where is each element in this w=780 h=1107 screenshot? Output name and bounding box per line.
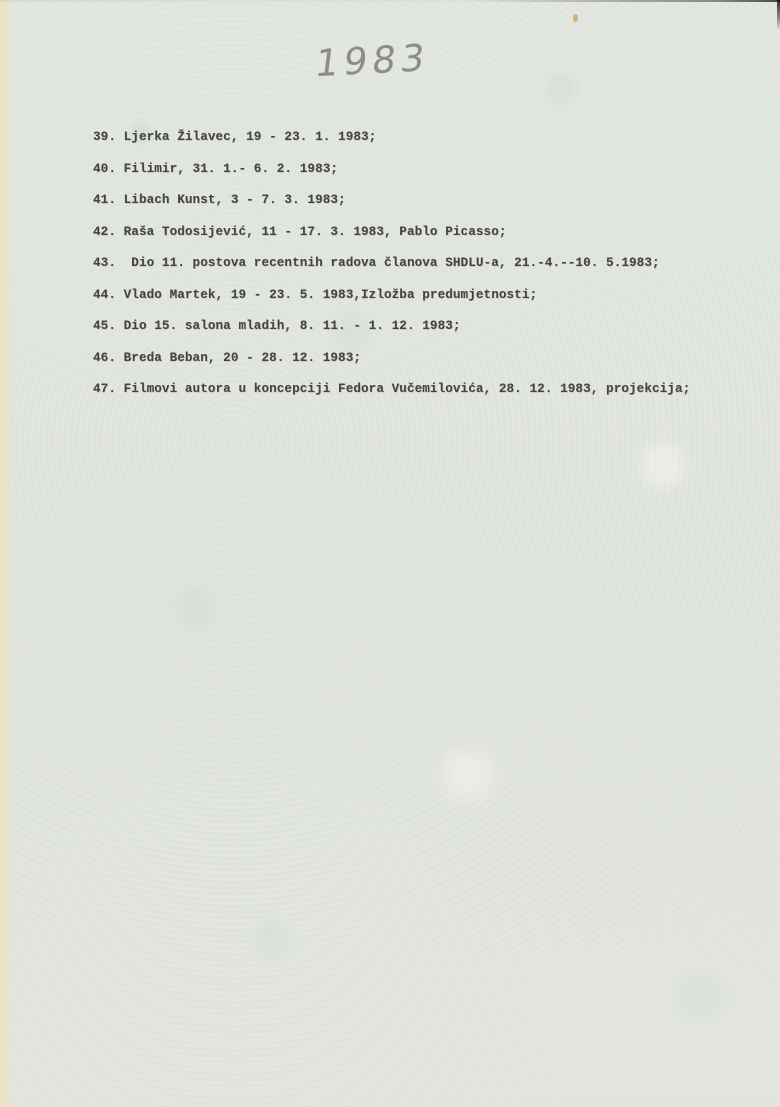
exhibition-entry-45: 45. Dio 15. salona mladih, 8. 11. - 1. 12. 1983; (93, 319, 461, 333)
exhibition-entry-40: 40. Filimir, 31. 1.- 6. 2. 1983; (93, 161, 339, 176)
handwritten-year-annotation: 1983 (312, 36, 433, 86)
exhibition-entry-47: 47. Filmovi autora u koncepciji Fedora Vučemilovića, 28. 12. 1983, projekcija; (93, 382, 691, 396)
exhibition-entry-39: 39. Ljerka Žilavec, 19 - 23. 1. 1983; (93, 130, 377, 144)
exhibition-entry-46: 46. Breda Beban, 20 - 28. 12. 1983; (93, 350, 362, 365)
paper-bottom-edge (0, 1099, 780, 1107)
paper-stain-speck (573, 14, 578, 22)
exhibition-entry-43: 43. Dio 11. postova recentnih radova članova SHDLU-a, 21.-4.--10. 5.1983; (93, 256, 660, 270)
paper-left-edge (0, 0, 14, 1107)
exhibition-entry-44: 44. Vlado Martek, 19 - 23. 5. 1983,Izložba predumjetnosti; (93, 287, 538, 302)
exhibition-list (93, 122, 753, 406)
paper-top-edge (0, 0, 780, 2)
exhibition-entry-42: 42. Raša Todosijević, 11 - 17. 3. 1983, Pablo Picasso; (93, 224, 507, 239)
exhibition-entry-41: 41. Libach Kunst, 3 - 7. 3. 1983; (93, 193, 346, 207)
